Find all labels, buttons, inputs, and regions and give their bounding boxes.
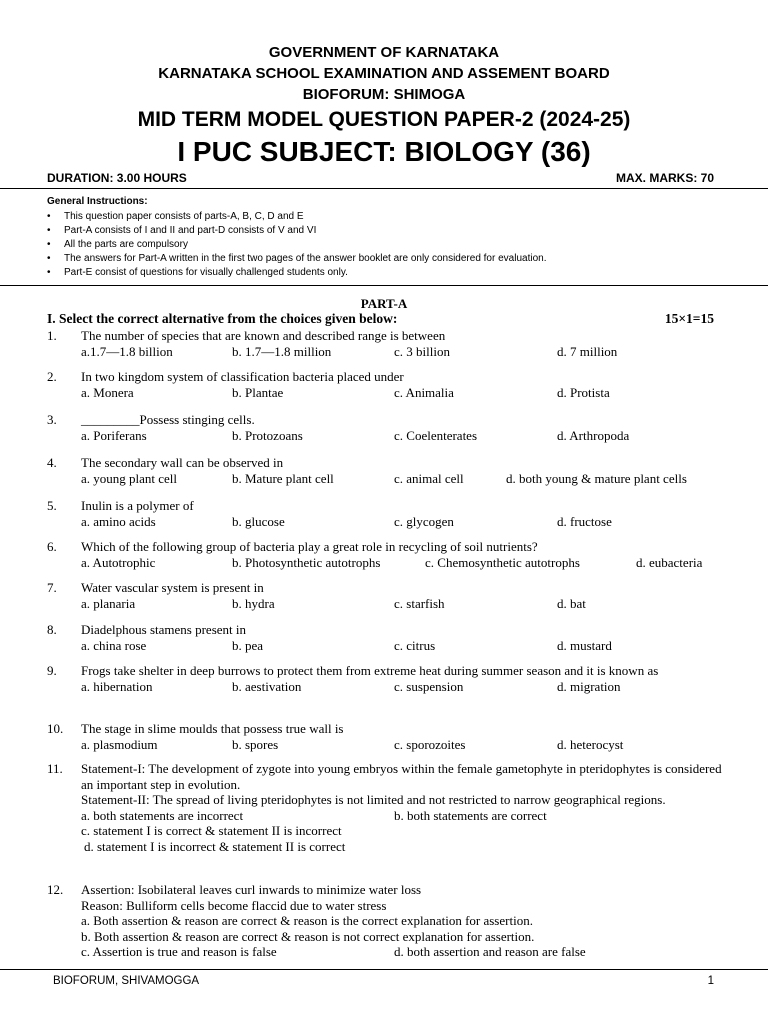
- question-number: 3.: [47, 412, 57, 427]
- option-a: a. young plant cell: [81, 470, 178, 486]
- option-c: c. animal cell: [394, 470, 464, 486]
- instruction-item: • The answers for Part-A written in the first two pages of the answer booklet are only considered for evaluation.: [47, 252, 546, 266]
- option-b: b. Both assertion & reason are correct & reason is not correct explanation for assertion.: [81, 928, 535, 944]
- question-number: 5.: [47, 498, 57, 513]
- option-a: a.1.7—1.8 billion: [81, 343, 173, 359]
- instructions-title: General Instructions:: [47, 196, 148, 207]
- question-text: The number of species that are known and described range is between: [81, 328, 446, 343]
- question-number: 11.: [47, 761, 63, 776]
- option-a: a. Poriferans: [81, 427, 147, 443]
- instruction-item: • Part-A consists of I and II and part-D consists of V and VI: [47, 224, 546, 238]
- question-text: The secondary wall can be observed in: [81, 455, 284, 470]
- question-7: [47, 580, 727, 611]
- part-a-title: PART-A: [360, 296, 408, 311]
- option-d: d. mustard: [557, 637, 612, 653]
- option-b: b. glucose: [232, 513, 285, 529]
- question-10: [47, 721, 727, 752]
- question-8: [47, 622, 727, 653]
- option-c: c. statement I is correct & statement II is incorrect: [81, 823, 342, 838]
- header-line-government: GOVERNMENT OF KARNATAKA: [268, 44, 500, 61]
- option-d: d. 7 million: [557, 343, 618, 359]
- option-d: d. statement I is incorrect & statement II is correct: [84, 838, 346, 854]
- option-a: a. both statements are incorrect: [81, 807, 244, 823]
- option-b: b. Plantae: [232, 384, 284, 400]
- option-b: b. Protozoans: [232, 427, 303, 443]
- page-number: 1: [707, 975, 714, 987]
- question-number: 1.: [47, 328, 57, 343]
- option-d: d. Arthropoda: [557, 427, 630, 443]
- question-12: [47, 882, 727, 960]
- instructions-list: [47, 210, 546, 280]
- option-c: c. Animalia: [394, 384, 454, 400]
- statement-2: Statement-II: The spread of living pteridophytes is not limited and not restricted to narrow geographical regions.: [81, 792, 666, 807]
- question-number: 9.: [47, 663, 57, 678]
- option-d: d. migration: [557, 678, 621, 694]
- option-a: a. Autotrophic: [81, 554, 156, 570]
- option-c: c. Chemosynthetic autotrophs: [425, 554, 580, 570]
- max-marks: MAX. MARKS: 70: [615, 171, 714, 185]
- divider-instructions: [0, 285, 768, 286]
- option-d: d. Protista: [557, 384, 610, 400]
- option-b: b. aestivation: [232, 678, 302, 694]
- footer-text: BIOFORUM, SHIVAMOGGA: [53, 975, 200, 987]
- question-number: 10.: [47, 721, 64, 736]
- option-a: a. hibernation: [81, 678, 153, 694]
- header-line-board: KARNATAKA SCHOOL EXAMINATION AND ASSEMENT BOARD: [158, 65, 610, 82]
- divider-footer: [0, 969, 768, 970]
- question-number: 6.: [47, 539, 57, 554]
- question-number: 12.: [47, 882, 64, 897]
- question-11: [47, 761, 727, 854]
- option-d: d. heterocyst: [557, 736, 624, 752]
- question-text: In two kingdom system of classification bacteria placed under: [81, 369, 404, 384]
- option-a: a. amino acids: [81, 513, 156, 529]
- option-b: b. 1.7—1.8 million: [232, 343, 332, 359]
- question-3: [47, 412, 727, 443]
- divider-top: [0, 188, 768, 189]
- question-text: Inulin is a polymer of: [81, 498, 194, 513]
- question-6: [47, 539, 727, 570]
- option-b: b. spores: [232, 736, 279, 752]
- option-d: d. bat: [557, 595, 586, 611]
- option-d: d. fructose: [557, 513, 612, 529]
- section-marks: 15×1=15: [664, 311, 714, 326]
- option-d: d. eubacteria: [636, 554, 703, 570]
- option-b: b. Photosynthetic autotrophs: [232, 554, 381, 570]
- question-number: 2.: [47, 369, 57, 384]
- option-c: c. citrus: [394, 637, 436, 653]
- question-text: Diadelphous stamens present in: [81, 622, 246, 637]
- option-c: c. glycogen: [394, 513, 454, 529]
- option-d: d. both assertion and reason are false: [394, 944, 586, 959]
- question-9: [47, 663, 727, 694]
- question-5: [47, 498, 727, 529]
- question-1: [47, 328, 727, 359]
- question-number: 7.: [47, 580, 57, 595]
- question-number: 4.: [47, 455, 57, 470]
- option-d: d. both young & mature plant cells: [506, 470, 687, 486]
- option-c: c. suspension: [394, 678, 464, 694]
- option-a: a. plasmodium: [81, 736, 158, 752]
- question-number: 8.: [47, 622, 57, 637]
- option-b: b. Mature plant cell: [232, 470, 334, 486]
- question-text: Water vascular system is present in: [81, 580, 264, 595]
- option-a: a. Both assertion & reason are correct & reason is the correct explanation for assertion.: [81, 913, 533, 928]
- paper-title: MID TERM MODEL QUESTION PAPER-2 (2024-25): [137, 108, 631, 131]
- duration: DURATION: 3.00 HOURS: [47, 171, 187, 185]
- option-b: b. hydra: [232, 595, 275, 611]
- question-text: The stage in slime moulds that possess true wall is: [81, 721, 344, 736]
- instruction-item: • All the parts are compulsory: [47, 238, 546, 252]
- question-text: Frogs take shelter in deep burrows to protect them from extreme heat during summer season and it is known as: [81, 663, 659, 678]
- reason: Reason: Bulliform cells become flaccid due to water stress: [81, 897, 387, 913]
- question-text: _________Possess stinging cells.: [81, 412, 255, 427]
- question-2: [47, 369, 727, 400]
- question-text: Which of the following group of bacteria play a great role in recycling of soil nutrients?: [81, 539, 538, 554]
- statement-1: Statement-I: The development of zygote into young embryos within the female gametophyte in pteridophytes is considered an important step in evolution.: [81, 761, 722, 792]
- option-c: c. Coelenterates: [394, 427, 478, 443]
- section-title: I. Select the correct alternative from the choices given below:: [47, 311, 398, 326]
- option-a: a. Monera: [81, 384, 134, 400]
- option-c: c. 3 billion: [394, 343, 450, 359]
- option-c: c. starfish: [394, 595, 445, 611]
- instruction-item: • Part-E consist of questions for visually challenged students only.: [47, 266, 546, 280]
- header-line-forum: BIOFORUM: SHIMOGA: [302, 86, 466, 103]
- question-4: [47, 455, 727, 486]
- option-a: a. china rose: [81, 637, 147, 653]
- option-c: c. Assertion is true and reason is false: [81, 944, 277, 959]
- option-b: b. pea: [232, 637, 264, 653]
- assertion: Assertion: Isobilateral leaves curl inwards to minimize water loss: [81, 882, 422, 897]
- option-a: a. planaria: [81, 595, 136, 611]
- instruction-item: • This question paper consists of parts-A, B, C, D and E: [47, 210, 546, 224]
- subject-title: I PUC SUBJECT: BIOLOGY (36): [177, 136, 591, 167]
- option-c: c. sporozoites: [394, 736, 466, 752]
- option-b: b. both statements are correct: [394, 807, 547, 823]
